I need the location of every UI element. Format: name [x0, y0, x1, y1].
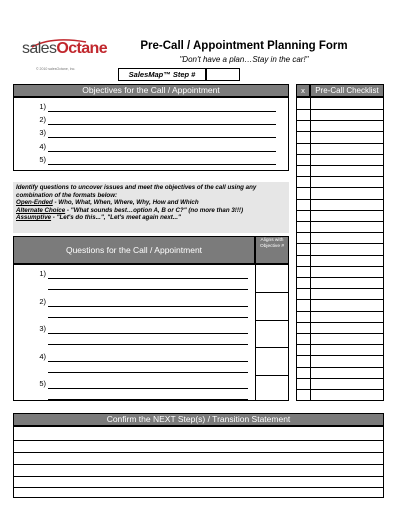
objective-line[interactable] [48, 142, 276, 152]
salesmap-step-field[interactable] [206, 68, 240, 81]
aligns-with-objective-heading: Aligns with Objective # [255, 236, 289, 264]
checklist-row[interactable] [297, 288, 383, 289]
question-line[interactable] [48, 308, 248, 318]
checklist-row[interactable] [297, 355, 383, 356]
questions-heading: Questions for the Call / Appointment [13, 236, 255, 264]
objective-line[interactable] [48, 155, 276, 165]
checklist-row[interactable] [297, 221, 383, 222]
next-step-row[interactable] [14, 452, 383, 453]
question-line[interactable] [48, 335, 248, 345]
question-line[interactable] [48, 390, 248, 400]
objective-number: 5) [39, 155, 46, 164]
next-step-row[interactable] [14, 476, 383, 477]
question-number: 3) [39, 324, 46, 333]
question-line[interactable] [48, 280, 248, 290]
question-line[interactable] [48, 379, 248, 389]
objective-line[interactable] [48, 102, 276, 112]
question-number: 4) [39, 352, 46, 361]
objective-row[interactable] [14, 128, 288, 141]
checklist-heading: Pre-Call Checklist [310, 84, 384, 97]
checklist-row[interactable] [297, 120, 383, 121]
question-line[interactable] [48, 269, 248, 279]
objective-alignment-cell-border [255, 320, 288, 321]
checklist-row[interactable] [297, 311, 383, 312]
checklist-row[interactable] [297, 176, 383, 177]
objective-number: 3) [39, 128, 46, 137]
objective-alignment-cell-border [255, 375, 288, 376]
next-steps-box [13, 426, 384, 498]
question-format-instructions [13, 182, 289, 233]
checklist-row[interactable] [297, 232, 383, 233]
objective-number: 4) [39, 142, 46, 151]
page-title: Pre-Call / Appointment Planning Form [140, 40, 348, 52]
objectives-box [13, 97, 289, 171]
question-number: 1) [39, 269, 46, 278]
checklist-row[interactable] [297, 367, 383, 368]
checklist-row[interactable] [297, 333, 383, 334]
format-open-ended: Open-Ended - Who, What, When, Where, Why, How and Which [16, 199, 199, 207]
checklist-table [296, 97, 384, 401]
salesmap-step-label: SalesMap™ Step # [118, 68, 206, 81]
question-line[interactable] [48, 352, 248, 362]
checklist-row[interactable] [297, 165, 383, 166]
objective-row[interactable] [14, 102, 288, 115]
logo-tagline: © 2010 salesOctane, Inc. [36, 67, 76, 71]
question-number: 5) [39, 379, 46, 388]
checklist-row[interactable] [297, 109, 383, 110]
questions-column-divider [255, 265, 256, 400]
objective-row[interactable] [14, 155, 288, 168]
question-number: 2) [39, 297, 46, 306]
format-assumptive: Assumptive - "Let's do this...", "Let's meet again next..." [16, 214, 181, 222]
question-line[interactable] [48, 363, 248, 373]
questions-box [13, 264, 289, 401]
checklist-row[interactable] [297, 210, 383, 211]
objective-line[interactable] [48, 115, 276, 125]
next-steps-heading: Confirm the NEXT Step(s) / Transition Statement [13, 413, 384, 426]
instructions-intro: Identify questions to uncover issues and meet the objectives of the call using any combination of the formats below: [16, 184, 257, 199]
objective-row[interactable] [14, 142, 288, 155]
checklist-row[interactable] [297, 378, 383, 379]
next-step-row[interactable] [14, 464, 383, 465]
checklist-row[interactable] [297, 299, 383, 300]
checklist-row[interactable] [297, 199, 383, 200]
checklist-row[interactable] [297, 322, 383, 323]
salesoctane-logo [22, 38, 108, 72]
objective-alignment-cell-border [255, 292, 288, 293]
checklist-row[interactable] [297, 344, 383, 345]
format-alternate-choice: Alternate Choice - "What sounds best…option A, B or C?" (no more than 3!!!) [16, 206, 244, 214]
checklist-row[interactable] [297, 389, 383, 390]
checklist-row[interactable] [297, 187, 383, 188]
checklist-row[interactable] [297, 143, 383, 144]
objective-line[interactable] [48, 128, 276, 138]
next-step-row[interactable] [14, 487, 383, 488]
objective-number: 2) [39, 115, 46, 124]
page-subtitle: "Don't have a plan…Stay in the car!" [179, 55, 309, 64]
checklist-row[interactable] [297, 255, 383, 256]
objectives-heading: Objectives for the Call / Appointment [13, 84, 289, 97]
question-line[interactable] [48, 324, 248, 334]
next-step-row[interactable] [14, 440, 383, 441]
objective-row[interactable] [14, 115, 288, 128]
checklist-row[interactable] [297, 277, 383, 278]
objective-number: 1) [39, 102, 46, 111]
question-line[interactable] [48, 297, 248, 307]
checklist-row[interactable] [297, 243, 383, 244]
objective-alignment-cell-border [255, 347, 288, 348]
logo-wordmark: salesOctane [22, 40, 108, 57]
checklist-row[interactable] [297, 131, 383, 132]
checklist-row[interactable] [297, 154, 383, 155]
checklist-row[interactable] [297, 266, 383, 267]
checklist-x-heading: x [296, 84, 310, 97]
